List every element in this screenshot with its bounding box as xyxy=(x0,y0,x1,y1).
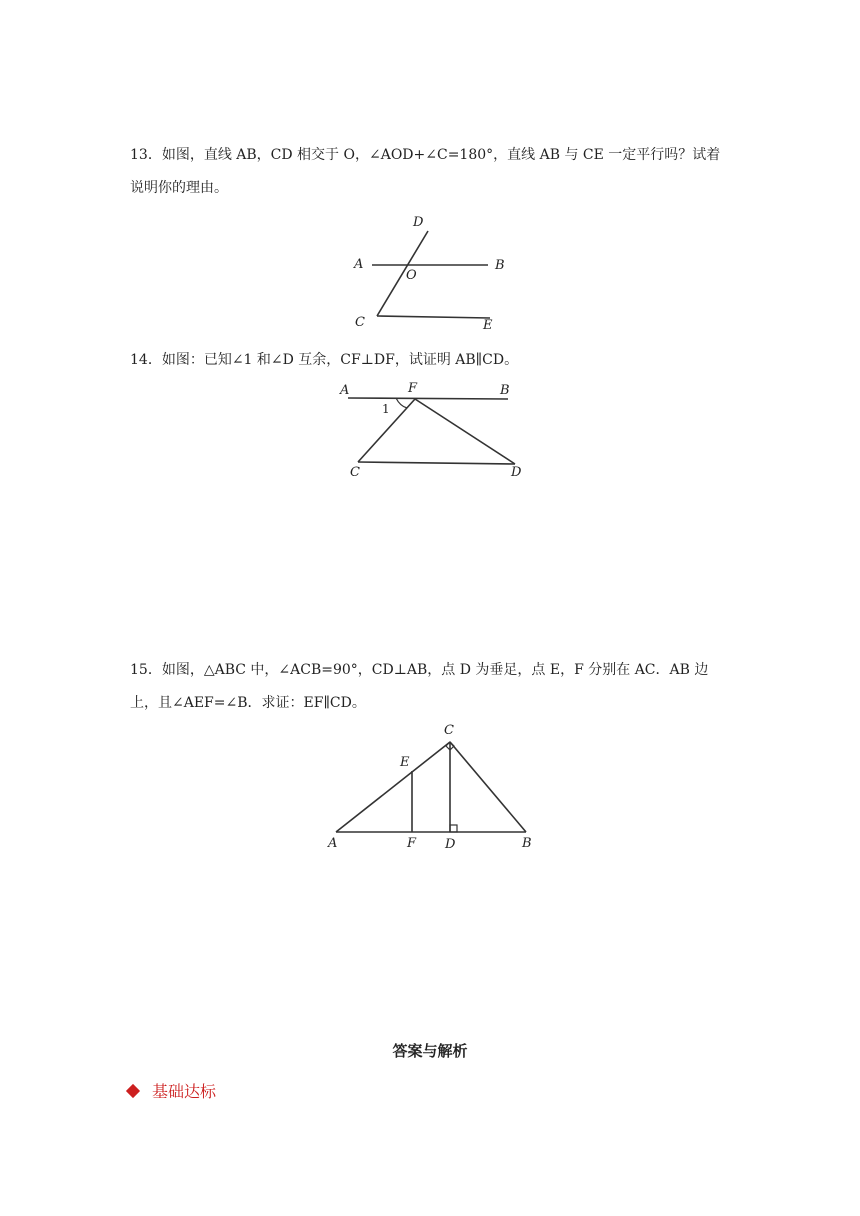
right-angle-mark-d xyxy=(450,825,457,832)
label-d: D xyxy=(413,215,424,230)
diamond-bullet-icon xyxy=(126,1084,140,1098)
problem-15-line-2: 上，且∠AEF=∠B．求证：EF∥CD。 xyxy=(130,695,366,711)
label-b: B xyxy=(500,383,510,398)
angle-1-arc xyxy=(396,398,407,408)
label-c: C xyxy=(350,465,360,480)
segment-cd xyxy=(358,462,515,464)
label-c: C xyxy=(444,723,454,738)
problem-14-figure xyxy=(330,375,530,485)
label-f: F xyxy=(407,836,417,851)
segment-fd xyxy=(415,399,515,464)
problem-14-line-1: 14．如图：已知∠1 和∠D 互余，CF⊥DF，试证明 AB∥CD。 xyxy=(130,352,519,368)
line-cd xyxy=(377,231,428,316)
label-e: E xyxy=(400,755,410,770)
problem-15-figure xyxy=(320,718,545,858)
line-ce xyxy=(377,316,490,318)
label-a: A xyxy=(340,383,350,398)
problem-13-line-2: 说明你的理由。 xyxy=(130,180,228,196)
section-heading-label: 基础达标 xyxy=(152,1082,217,1101)
label-angle-1: 1 xyxy=(382,402,390,416)
label-o: O xyxy=(406,268,417,283)
label-d: D xyxy=(445,837,456,852)
label-e: E xyxy=(483,318,493,333)
line-ab xyxy=(348,398,508,399)
problem-15-line-1: 15．如图，△ABC 中，∠ACB=90°，CD⊥AB，点 D 为垂足，点 E，F 分别在 AC．AB 边 xyxy=(130,662,709,678)
answers-title: 答案与解析 xyxy=(392,1042,468,1060)
label-a: A xyxy=(354,257,364,272)
segment-cb xyxy=(450,742,526,832)
segment-ac xyxy=(336,742,450,832)
section-heading xyxy=(128,1081,216,1103)
label-b: B xyxy=(495,258,505,273)
problem-13-figure xyxy=(340,210,520,335)
label-b: B xyxy=(522,836,532,851)
problem-13-line-1: 13．如图，直线 AB，CD 相交于 O，∠AOD+∠C=180°，直线 AB 与 CE 一定平行吗？试着 xyxy=(130,147,721,163)
label-f: F xyxy=(408,381,418,396)
label-c: C xyxy=(355,315,365,330)
label-a: A xyxy=(328,836,338,851)
label-d: D xyxy=(511,465,522,480)
